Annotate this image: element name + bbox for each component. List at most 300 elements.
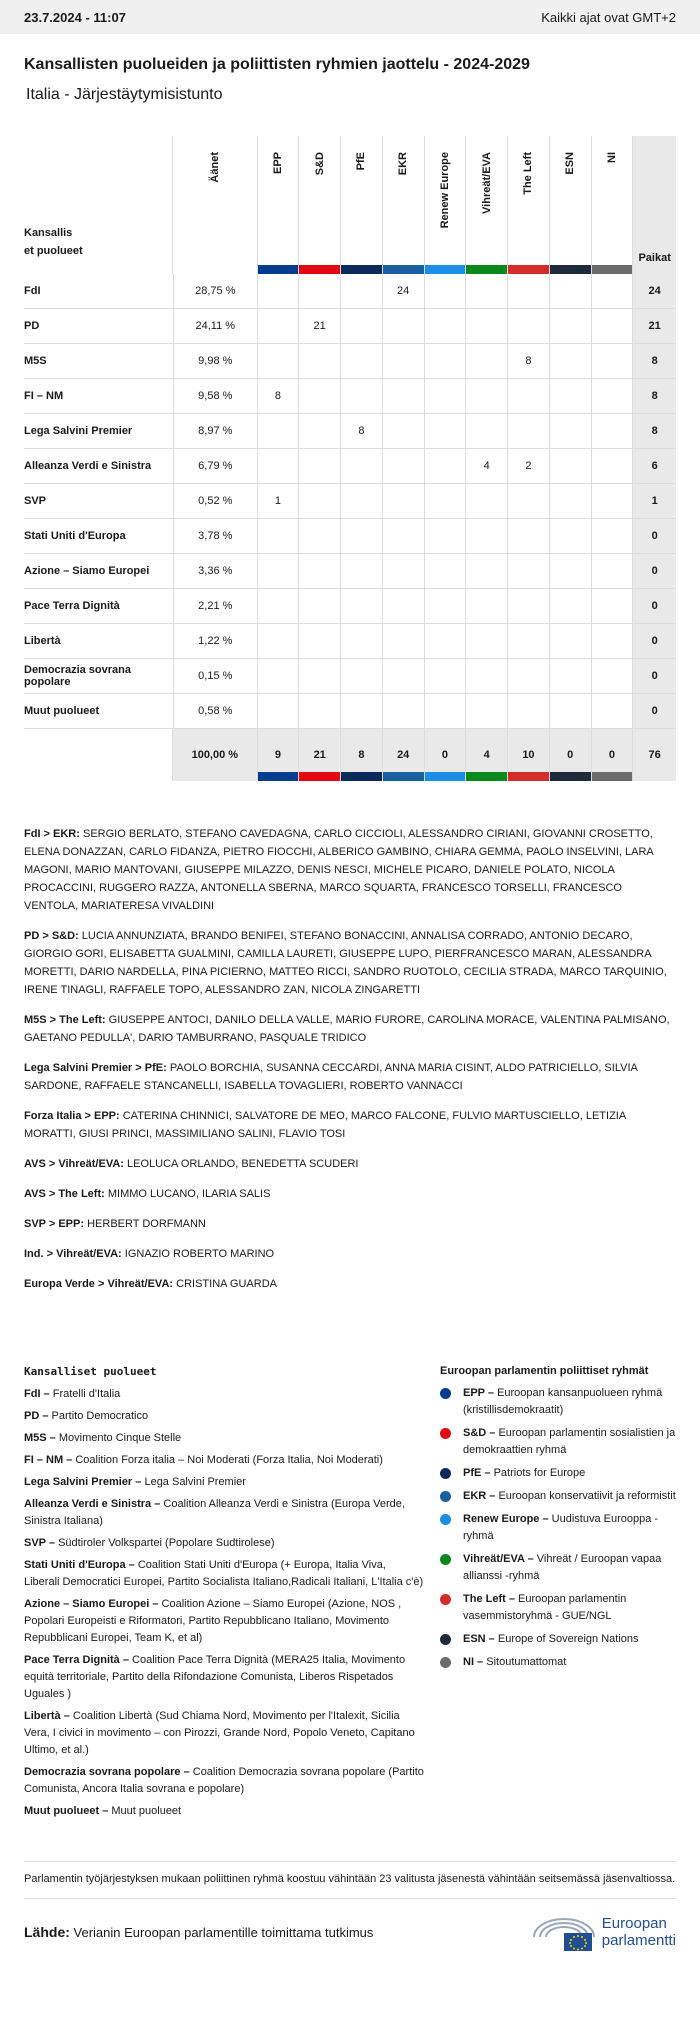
seat-cell <box>466 624 508 658</box>
seat-cell <box>466 484 508 518</box>
allocation-entry <box>24 1215 676 1233</box>
group-abbr: EKR – <box>463 1490 496 1502</box>
group-full-name: Euroopan konservatiivit ja reformistit <box>498 1490 676 1502</box>
party-full-name: Partito Democratico <box>51 1410 149 1422</box>
allocation-entry <box>24 1185 676 1203</box>
seat-cell <box>508 624 550 658</box>
seat-table <box>24 136 676 781</box>
allocation-members: IGNAZIO ROBERTO MARINO <box>124 1248 275 1260</box>
seat-cell: 8 <box>341 414 383 448</box>
group-label: PfE <box>355 152 368 171</box>
group-legend-text <box>463 1654 566 1671</box>
seat-cell <box>425 659 467 693</box>
party-name: SVP <box>24 495 47 507</box>
vote-share: 8,97 % <box>173 414 257 448</box>
party-name: Libertà <box>24 635 61 647</box>
total-value: 4 <box>483 749 490 761</box>
seat-cell <box>258 554 300 588</box>
seat-cell <box>508 484 550 518</box>
footer <box>24 1913 676 1951</box>
seat-cell <box>341 589 383 623</box>
party-full-name: Coalition Forza italia – Noi Moderati (Forza Italia, Noi Moderati) <box>75 1454 383 1466</box>
groups-legend <box>440 1365 676 1825</box>
group-legend-text <box>463 1465 585 1482</box>
group-color-bar <box>299 265 340 274</box>
total-value: 0 <box>567 749 574 761</box>
totals-row <box>24 729 676 781</box>
parliament-emblem-icon <box>530 1913 598 1951</box>
seat-cell <box>466 589 508 623</box>
total-seats-the-left <box>508 729 550 781</box>
table-row <box>24 694 676 729</box>
seat-cell <box>425 414 467 448</box>
total-seats-ni <box>592 729 634 781</box>
group-color-bar <box>466 772 507 781</box>
seat-cell: 1 <box>258 484 300 518</box>
party-name: PD <box>24 320 40 332</box>
seat-cell <box>508 694 550 728</box>
rules-note: Parlamentin työjärjestyksen mukaan poliittinen ryhmä koostuu vähintään 23 valitusta jäsenestä vähintään seitsemässä jäsenvaltiossa. <box>24 1861 676 1899</box>
party-abbr: Libertà – <box>24 1710 70 1722</box>
group-column-header-esn <box>550 136 592 274</box>
seat-cell <box>550 449 592 483</box>
group-full-name: Vihreät / Euroopan vapaa allianssi -ryhmä <box>463 1553 662 1582</box>
group-color-dot-icon <box>440 1634 451 1645</box>
party-abbr: SVP – <box>24 1537 55 1549</box>
allocation-members: GIUSEPPE ANTOCI, DANILO DELLA VALLE, MARIO FURORE, CAROLINA MORACE, VALENTINA PALMISANO, GAETANO PEDULLA', DARIO TAMBURRANO, PASQUALE TRIDICO <box>24 1014 670 1044</box>
party-abbr: PD – <box>24 1410 49 1422</box>
group-legend-text <box>463 1631 639 1648</box>
group-color-bar <box>258 772 299 781</box>
allocation-key: FdI > EKR: <box>24 828 80 840</box>
seat-cell: 21 <box>299 309 341 343</box>
allocation-key: Lega Salvini Premier > PfE: <box>24 1062 167 1074</box>
seat-cell <box>592 274 634 308</box>
seat-cell <box>508 659 550 693</box>
seat-cell <box>299 589 341 623</box>
seat-cell <box>425 519 467 553</box>
group-abbr: EPP – <box>463 1387 494 1399</box>
vote-share: 9,98 % <box>173 344 257 378</box>
allocation-entry <box>24 1155 676 1173</box>
table-row <box>24 309 676 344</box>
party-legend-item <box>24 1452 424 1469</box>
seat-cell <box>592 659 634 693</box>
party-legend-item <box>24 1803 424 1820</box>
group-color-dot-icon <box>440 1554 451 1565</box>
party-abbr: FdI – <box>24 1388 50 1400</box>
vote-share: 1,22 % <box>173 624 257 658</box>
group-legend-text <box>463 1511 676 1545</box>
seat-cell <box>383 554 425 588</box>
seat-cell <box>299 519 341 553</box>
seat-cell <box>383 659 425 693</box>
total-seats-epp <box>258 729 300 781</box>
party-full-name: Lega Salvini Premier <box>144 1476 246 1488</box>
group-legend-text <box>463 1551 676 1585</box>
party-legend-item <box>24 1535 424 1552</box>
table-row <box>24 449 676 484</box>
group-abbr: PfE – <box>463 1467 491 1479</box>
group-label: The Left <box>522 152 535 195</box>
seat-cell <box>425 484 467 518</box>
party-seats: 0 <box>633 589 676 623</box>
party-legend-item <box>24 1557 424 1591</box>
table-body <box>24 274 676 729</box>
table-row <box>24 624 676 659</box>
seat-cell <box>341 659 383 693</box>
group-full-name: Euroopan parlamentin sosialistien ja demokraattien ryhmä <box>463 1427 676 1456</box>
allocation-members: LUCIA ANNUNZIATA, BRANDO BENIFEI, STEFANO BONACCINI, ANNALISA CORRADO, ANTONIO DECARO, GIORGIO GORI, ELISABETTA GUALMINI, CAMILLA LAURETI, GIUSEPPE LUPO, PIERFRANCESCO MARAN, ALESSANDRA MORETTI, DARIO NARDELLA, PINA PICIERNO, MATTEO RICCI, SANDRO RUOTOLO, CECILIA STRADA, MARCO TARQUINIO, IRENE TINAGLI, RAFFAELE TOPO, ALESSANDRO ZAN, NICOLA ZINGARETTI <box>24 930 667 996</box>
seat-cell <box>258 449 300 483</box>
total-value: 21 <box>313 749 326 761</box>
party-seats: 21 <box>633 309 676 343</box>
seat-cell <box>383 484 425 518</box>
party-abbr: Stati Uniti d'Europa – <box>24 1559 135 1571</box>
group-column-header-epp <box>258 136 300 274</box>
seat-cell <box>299 414 341 448</box>
group-color-dot-icon <box>440 1428 451 1439</box>
total-seats-s-d <box>299 729 341 781</box>
total-value: 24 <box>397 749 410 761</box>
group-label: Vihreät/EVA <box>480 152 493 214</box>
source-text: Verianin Euroopan parlamentille toimittama tutkimus <box>73 1925 374 1940</box>
allocation-key: AVS > The Left: <box>24 1188 105 1200</box>
group-column-header-vihre-t-eva <box>466 136 508 274</box>
seat-cell <box>341 344 383 378</box>
group-column-header-pfe <box>341 136 383 274</box>
group-color-bar <box>383 772 424 781</box>
group-color-bar <box>592 265 633 274</box>
allocation-members: SERGIO BERLATO, STEFANO CAVEDAGNA, CARLO CICCIOLI, ALESSANDRO CIRIANI, GIOVANNI CROSETTO, ELENA DONAZZAN, CARLO FIDANZA, PIETRO FIOCCHI, ALBERICO GAMBINO, CHIARA GEMMA, PAOLO INSELVINI, LARA MAGONI, MARIO MANTOVANI, GIUSEPPE MILAZZO, DENIS NESCI, MICHELE PICARO, DANIELE POLATO, NICOLA PROCACCINI, RUGGERO RAZZA, ANTONELLA SBERNA, MARCO SQUARTA, FRANCESCO TORSELLI, FRANCESCO VENTOLA, MARIATERESA VIVALDINI <box>24 828 654 912</box>
seat-cell <box>550 344 592 378</box>
group-legend-text <box>463 1385 676 1419</box>
seat-cell <box>299 274 341 308</box>
table-row <box>24 484 676 519</box>
group-abbr: Renew Europe – <box>463 1513 549 1525</box>
seat-cell <box>258 344 300 378</box>
group-color-dot-icon <box>440 1468 451 1479</box>
source-label: Lähde: <box>24 1924 70 1940</box>
seat-cell <box>299 449 341 483</box>
group-color-bar <box>466 265 507 274</box>
seat-cell <box>425 694 467 728</box>
party-column-header: Kansallis et puolueet <box>24 136 173 274</box>
seat-cell <box>341 274 383 308</box>
seat-cell <box>383 309 425 343</box>
group-legend-text <box>463 1591 676 1625</box>
seat-cell: 8 <box>508 344 550 378</box>
table-row <box>24 589 676 624</box>
party-legend-item <box>24 1708 424 1759</box>
seat-cell <box>592 414 634 448</box>
party-name: FdI <box>24 285 41 297</box>
seat-cell <box>341 624 383 658</box>
party-legend-item <box>24 1386 424 1403</box>
allocation-key: M5S > The Left: <box>24 1014 106 1026</box>
total-value: 8 <box>358 749 365 761</box>
seat-cell <box>466 519 508 553</box>
seat-cell <box>592 484 634 518</box>
seat-cell <box>383 414 425 448</box>
group-abbr: ESN – <box>463 1633 495 1645</box>
vote-share: 0,52 % <box>173 484 257 518</box>
seat-cell <box>299 694 341 728</box>
seat-cell <box>258 519 300 553</box>
party-full-name: Coalition Azione – Siamo Europei (Azione, NOS , Popolari Europeisti e Riformatori, Partito Repubblicano Italiano, Movimento Repubblicani Europei, Team K, et al) <box>24 1598 402 1644</box>
total-value: 9 <box>274 749 281 761</box>
seat-cell <box>508 519 550 553</box>
seat-cell <box>592 624 634 658</box>
seat-cell <box>258 659 300 693</box>
group-color-bar <box>299 772 340 781</box>
seat-cell <box>425 624 467 658</box>
party-full-name: Coalition Democrazia sovrana popolare (Partito Comunista, Ancora Italia sovrana e popolare) <box>24 1766 424 1795</box>
seat-cell <box>425 274 467 308</box>
group-full-name: Europe of Sovereign Nations <box>497 1633 639 1645</box>
totals-spacer <box>24 729 173 781</box>
group-color-dot-icon <box>440 1491 451 1502</box>
seat-cell <box>341 484 383 518</box>
seat-cell <box>550 379 592 413</box>
party-full-name: Coalition Pace Terra Dignità (MERA25 Italia, Movimento equità territoriale, Partito della Rifondazione Comunista, Liberos Rispetados Uguales ) <box>24 1654 406 1700</box>
seat-cell <box>258 694 300 728</box>
party-abbr: Pace Terra Dignità – <box>24 1654 129 1666</box>
party-full-name: Coalition Stati Uniti d'Europa (+ Europa, Italia Viva, Liberali Democratici Europei, Partito Socialista Italiano,Radicali Italiani, L'Italia c'è) <box>24 1559 424 1588</box>
seat-cell <box>383 624 425 658</box>
party-seats: 8 <box>633 344 676 378</box>
group-color-bar <box>341 772 382 781</box>
party-legend-item <box>24 1408 424 1425</box>
seat-cell <box>550 519 592 553</box>
party-seats: 24 <box>633 274 676 308</box>
group-label: Renew Europe <box>438 152 451 229</box>
group-label: S&D <box>313 152 326 176</box>
party-abbr: Alleanza Verdi e Sinistra – <box>24 1498 161 1510</box>
party-seats: 8 <box>633 379 676 413</box>
allocation-members: CATERINA CHINNICI, SALVATORE DE MEO, MARCO FALCONE, FULVIO MARTUSCIELLO, LETIZIA MORATTI, GIUSI PRINCI, MASSIMILIANO SALINI, FLAVIO TOSI <box>24 1110 626 1140</box>
party-name: M5S <box>24 355 47 367</box>
group-legend-item <box>440 1551 676 1585</box>
seat-cell <box>550 659 592 693</box>
group-full-name: Sitoutumattomat <box>486 1656 567 1668</box>
seat-cell <box>592 554 634 588</box>
group-color-dot-icon <box>440 1514 451 1525</box>
party-name: Lega Salvini Premier <box>24 425 133 437</box>
seat-cell <box>466 659 508 693</box>
party-abbr: FI – NM – <box>24 1454 73 1466</box>
timestamp: 23.7.2024 - 11:07 <box>24 9 126 25</box>
seat-cell <box>383 379 425 413</box>
source <box>24 1924 373 1940</box>
party-name: Stati Uniti d'Europa <box>24 530 126 542</box>
logo-text: Euroopan parlamentti <box>601 1915 676 1949</box>
seat-cell <box>550 554 592 588</box>
group-color-bar <box>550 772 591 781</box>
seat-cell <box>466 694 508 728</box>
table-row <box>24 379 676 414</box>
group-legend-item <box>440 1425 676 1459</box>
seat-cell <box>592 449 634 483</box>
seat-cell: 24 <box>383 274 425 308</box>
seat-cell <box>592 344 634 378</box>
total-value: 10 <box>522 749 535 761</box>
group-color-bar <box>425 772 466 781</box>
group-abbr: NI – <box>463 1656 484 1668</box>
seat-cell <box>341 554 383 588</box>
allocation-key: Ind. > Vihreät/EVA: <box>24 1248 122 1260</box>
seat-cell <box>425 589 467 623</box>
seat-cell <box>508 309 550 343</box>
seat-cell <box>258 309 300 343</box>
ep-logo <box>530 1913 676 1951</box>
seat-cell <box>508 274 550 308</box>
table-row <box>24 274 676 309</box>
vote-share: 28,75 % <box>173 274 257 308</box>
table-row <box>24 344 676 379</box>
seat-cell <box>425 344 467 378</box>
seat-cell <box>299 344 341 378</box>
allocation-entry <box>24 1011 676 1047</box>
group-color-dot-icon <box>440 1657 451 1668</box>
group-color-bar <box>508 772 549 781</box>
seat-cell <box>466 274 508 308</box>
party-name: FI – NM <box>24 390 64 402</box>
group-full-name: Euroopan parlamentin vasemmistoryhmä - GUE/NGL <box>463 1593 627 1622</box>
group-legend-item <box>440 1465 676 1482</box>
seat-cell <box>592 309 634 343</box>
group-column-header-ni <box>592 136 634 274</box>
group-full-name: Uudistuva Eurooppa -ryhmä <box>463 1513 659 1542</box>
group-color-dot-icon <box>440 1388 451 1399</box>
group-label: ESN <box>564 152 577 175</box>
seat-cell <box>466 344 508 378</box>
party-full-name: Coalition Libertà (Sud Chiama Nord, Movimento per l'Italexit, Sicilia Vera, I civici in movimento – con Pirozzi, Grande Nord, Popolo Veneto, Capitano Ultimo, et al.) <box>24 1710 415 1756</box>
seat-cell <box>508 554 550 588</box>
seat-cell <box>383 589 425 623</box>
seat-cell <box>550 589 592 623</box>
seat-cell <box>341 309 383 343</box>
allocation-members: MIMMO LUCANO, ILARIA SALIS <box>107 1188 271 1200</box>
party-legend-item <box>24 1764 424 1798</box>
vote-share: 0,15 % <box>173 659 257 693</box>
group-color-bar <box>383 265 424 274</box>
seat-cell <box>466 309 508 343</box>
group-column-header-s-d <box>299 136 341 274</box>
seat-cell <box>299 379 341 413</box>
seat-cell <box>341 519 383 553</box>
seat-cell <box>258 624 300 658</box>
group-abbr: The Left – <box>463 1593 515 1605</box>
group-color-bar <box>592 772 633 781</box>
party-legend-item <box>24 1496 424 1530</box>
seat-cell <box>341 379 383 413</box>
seat-cell <box>425 449 467 483</box>
table-header <box>24 136 676 274</box>
allocation-key: Europa Verde > Vihreät/EVA: <box>24 1278 174 1290</box>
party-name: Democrazia sovrana popolare <box>24 664 131 688</box>
party-full-name: Movimento Cinque Stelle <box>58 1432 182 1444</box>
group-color-bar <box>550 265 591 274</box>
total-seats-pfe <box>341 729 383 781</box>
table-row <box>24 554 676 589</box>
parties-legend-title: Kansalliset puolueet <box>24 1365 157 1378</box>
allocation-entry <box>24 825 676 915</box>
party-full-name: Muut puolueet <box>111 1805 182 1817</box>
party-name: Alleanza Verdi e Sinistra <box>24 460 152 472</box>
vote-share: 9,58 % <box>173 379 257 413</box>
allocation-members: HERBERT DORFMANN <box>87 1218 206 1230</box>
group-color-bar <box>508 265 549 274</box>
party-seats: 0 <box>633 519 676 553</box>
group-column-header-ekr <box>383 136 425 274</box>
seat-cell <box>383 519 425 553</box>
group-legend-item <box>440 1511 676 1545</box>
allocation-key: PD > S&D: <box>24 930 79 942</box>
party-seats: 0 <box>633 624 676 658</box>
party-abbr: Democrazia sovrana popolare – <box>24 1766 190 1778</box>
seat-cell <box>508 414 550 448</box>
seat-cell <box>425 554 467 588</box>
allocation-entry <box>24 1245 676 1263</box>
party-seats: 0 <box>633 554 676 588</box>
seat-cell <box>466 379 508 413</box>
group-label: EPP <box>271 152 284 175</box>
allocation-key: Forza Italia > EPP: <box>24 1110 120 1122</box>
group-abbr: Vihreät/EVA – <box>463 1553 534 1565</box>
seat-cell: 2 <box>508 449 550 483</box>
party-abbr: Lega Salvini Premier – <box>24 1476 142 1488</box>
group-color-bar <box>258 265 299 274</box>
party-seats: 0 <box>633 694 676 728</box>
group-label: EKR <box>397 152 410 176</box>
seat-cell <box>258 414 300 448</box>
party-abbr: Muut puolueet – <box>24 1805 109 1817</box>
groups-legend-title: Euroopan parlamentin poliittiset ryhmät <box>440 1365 649 1377</box>
party-seats: 1 <box>633 484 676 518</box>
allocation-entry <box>24 1275 676 1293</box>
party-legend-item <box>24 1596 424 1647</box>
seat-cell <box>425 309 467 343</box>
group-legend-item <box>440 1654 676 1671</box>
allocation-entry <box>24 927 676 999</box>
allocation-key: AVS > Vihreät/EVA: <box>24 1158 124 1170</box>
group-legend-item <box>440 1631 676 1648</box>
seat-cell <box>258 589 300 623</box>
group-legend-text <box>463 1488 676 1505</box>
page-subtitle: Italia - Järjestäytymisistunto <box>26 86 223 103</box>
total-value: 0 <box>608 749 615 761</box>
total-seats-esn <box>550 729 592 781</box>
seat-cell <box>383 449 425 483</box>
legend <box>24 1365 676 1825</box>
seat-cell <box>550 309 592 343</box>
party-seats: 6 <box>633 449 676 483</box>
seat-cell <box>299 484 341 518</box>
vote-share: 2,21 % <box>173 589 257 623</box>
seat-cell: 4 <box>466 449 508 483</box>
seat-cell <box>592 694 634 728</box>
table-row <box>24 519 676 554</box>
seat-cell <box>425 379 467 413</box>
seat-cell <box>550 624 592 658</box>
vote-share: 3,78 % <box>173 519 257 553</box>
party-name: Pace Terra Dignità <box>24 600 120 612</box>
party-full-name: Südtiroler Volkspartei (Popolare Sudtirolese) <box>58 1537 275 1549</box>
seat-cell <box>592 519 634 553</box>
vote-share: 3,36 % <box>173 554 257 588</box>
table-row <box>24 414 676 449</box>
